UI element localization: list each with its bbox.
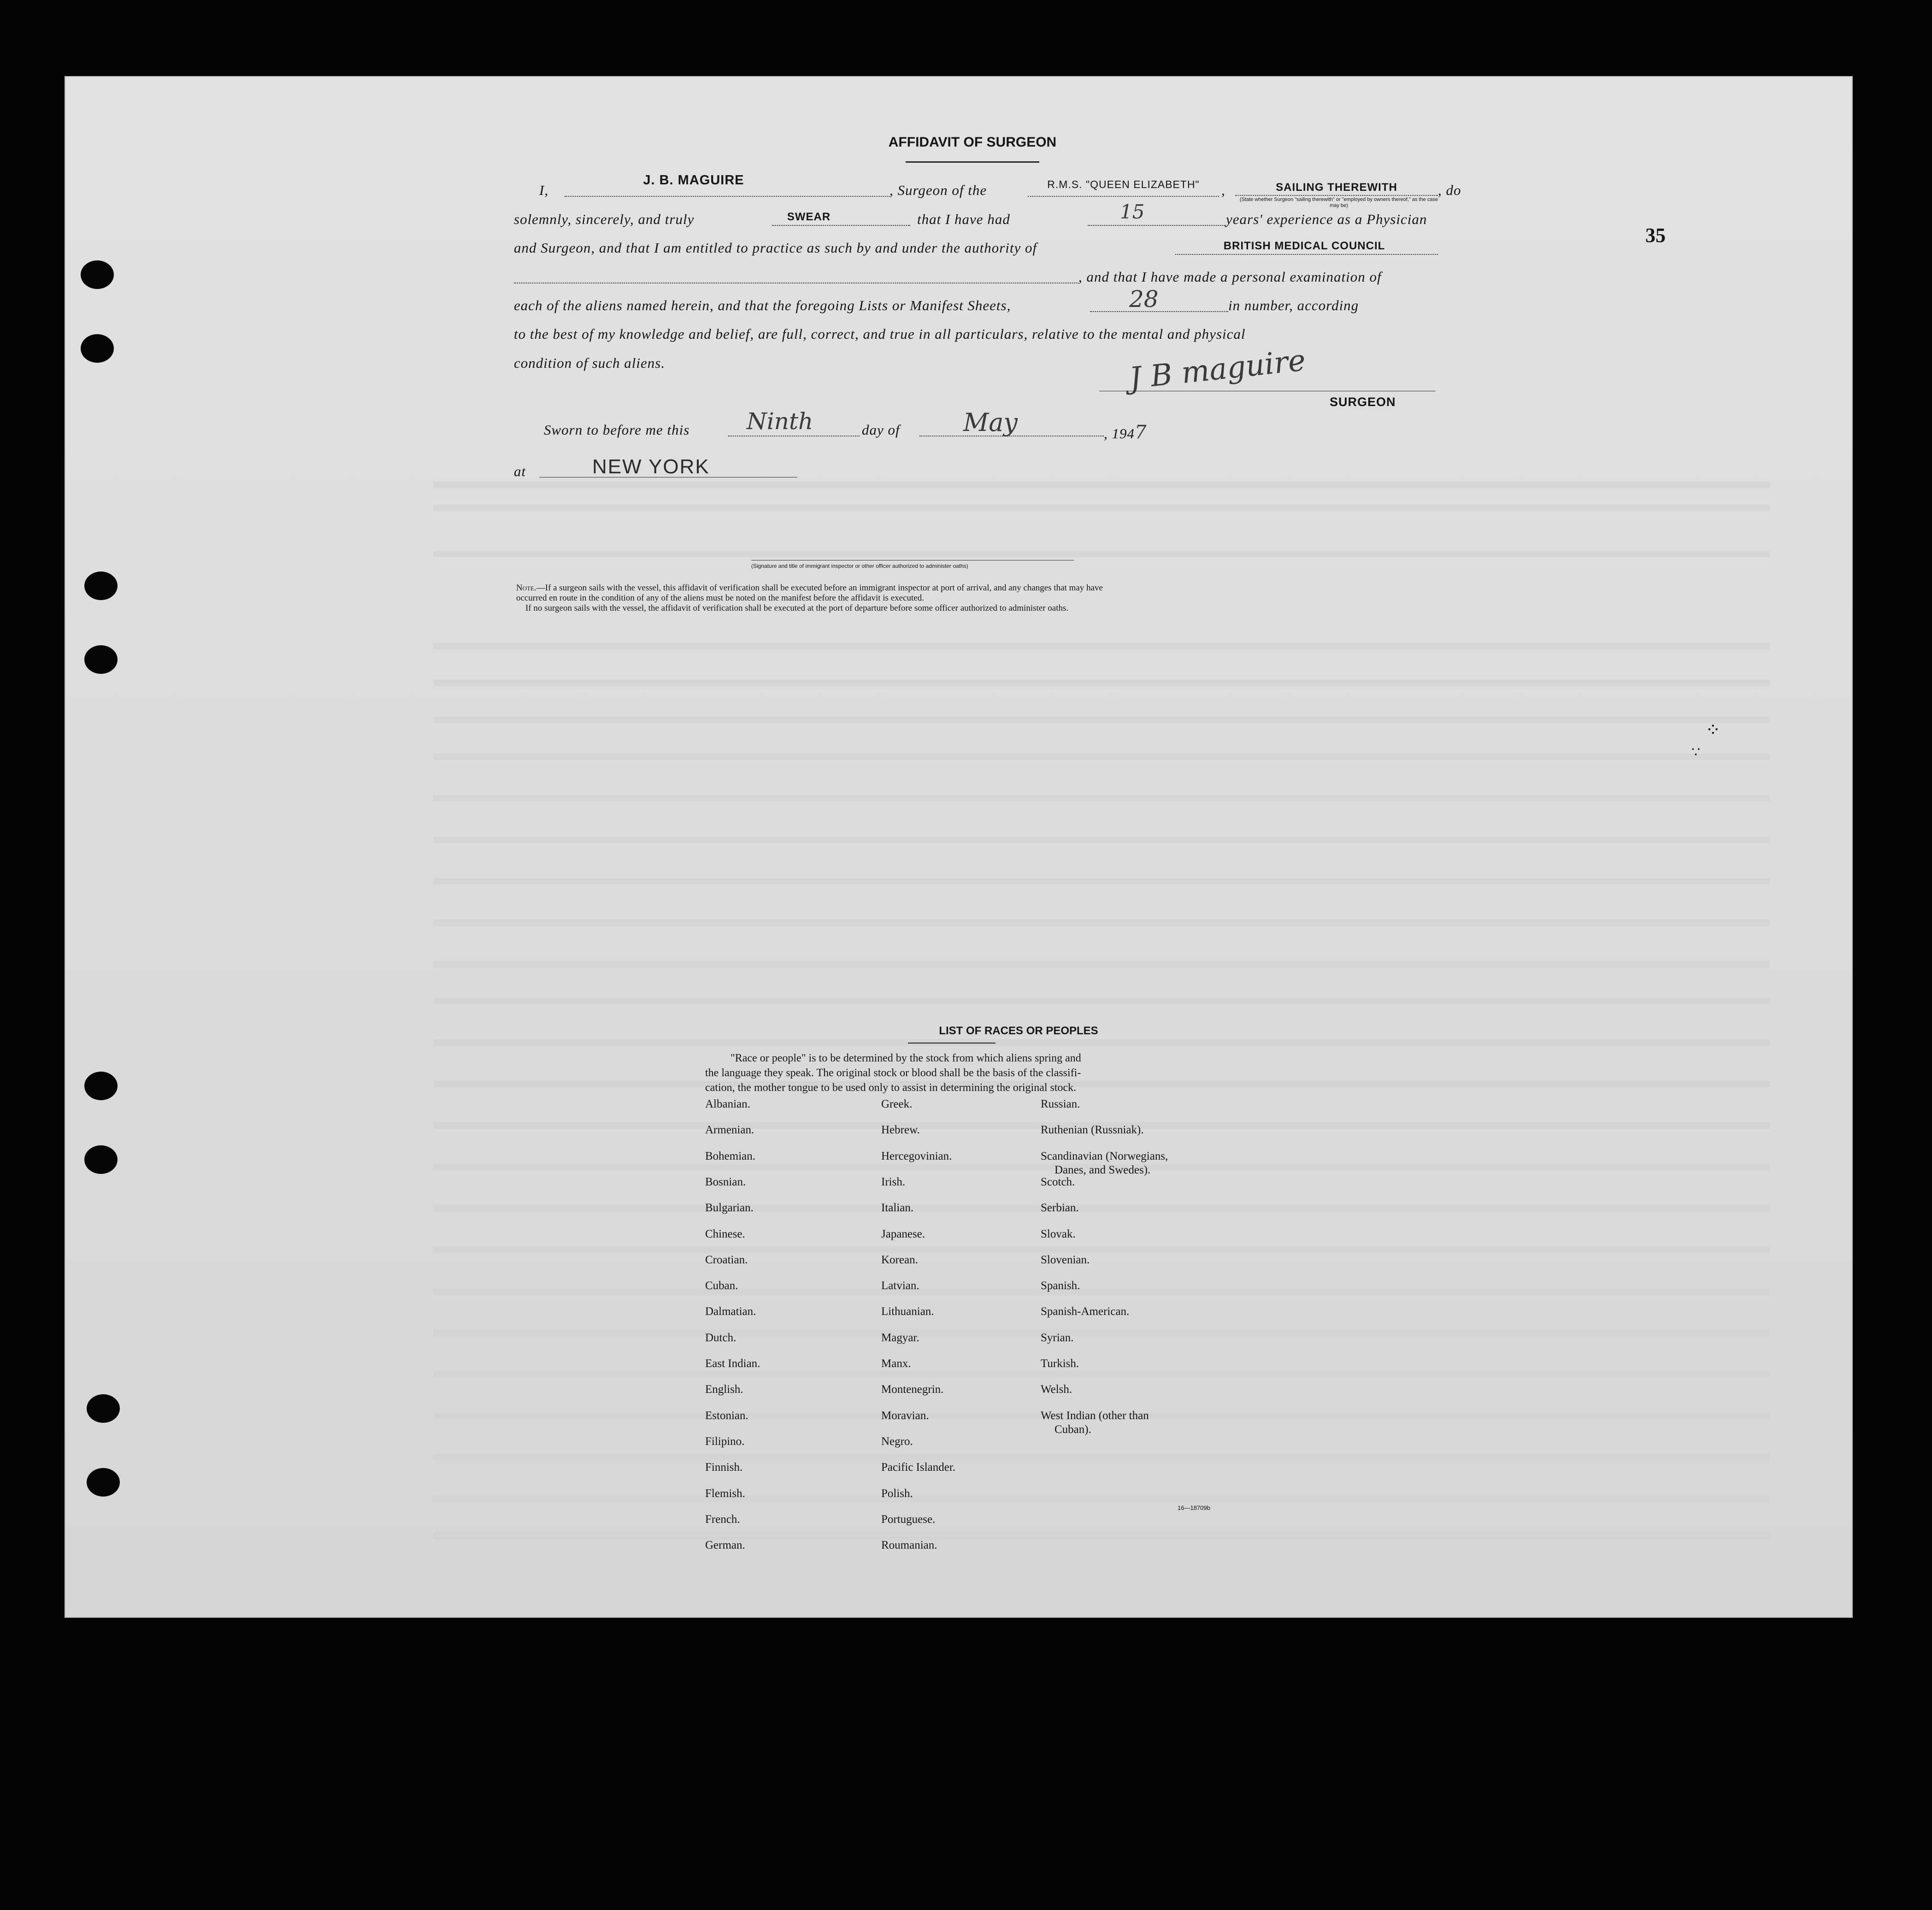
binder-hole [84, 1072, 118, 1100]
line4-text: , and that I have made a personal examination of [1078, 269, 1382, 285]
page-number: 35 [1645, 224, 1666, 247]
race-item: Ruthenian (Russniak). [1041, 1124, 1144, 1137]
line2-mid: that I have had [917, 211, 1010, 227]
sworn-year: , 1947 [1104, 422, 1147, 443]
race-item: Bohemian. [705, 1150, 756, 1162]
years-handwritten: 15 [1120, 200, 1145, 223]
authority-name: BRITISH MEDICAL COUNCIL [1223, 240, 1385, 252]
oath-word: SWEAR [787, 211, 831, 223]
race-item: Chinese. [705, 1227, 745, 1240]
title-rule [906, 161, 1039, 163]
race-item: Spanish. [1041, 1279, 1080, 1292]
document-page [65, 76, 1853, 1618]
race-item: Flemish. [705, 1487, 745, 1500]
race-item: Roumanian. [881, 1539, 937, 1552]
line5-prefix: each of the aliens named herein, and that the foregoing Lists or Manifest Sheets, [514, 297, 1011, 313]
line7-text: condition of such aliens. [514, 355, 666, 371]
race-item: French. [705, 1513, 740, 1526]
sworn-prefix: Sworn to before me this [544, 422, 690, 438]
race-item: Cuban. [705, 1279, 738, 1292]
race-item: Greek. [881, 1098, 913, 1110]
sailing-status: SAILING THEREWITH [1276, 181, 1397, 194]
race-item: Moravian. [881, 1409, 929, 1422]
race-item: Estonian. [705, 1409, 748, 1422]
race-item: Spanish-American. [1041, 1305, 1130, 1318]
race-item: Scandinavian (Norwegians, [1041, 1150, 1168, 1162]
line1-prefix: I, [539, 182, 549, 198]
binder-hole [87, 1468, 120, 1497]
race-item: Magyar. [881, 1331, 919, 1344]
form-number: 16—18709b [1178, 1504, 1210, 1511]
surgeon-name-blank [565, 196, 889, 197]
race-item: East Indian. [705, 1357, 760, 1370]
race-item: Bulgarian. [705, 1202, 754, 1214]
race-item: Hebrew. [881, 1124, 920, 1137]
surgeon-name: J. B. MAGUIRE [643, 173, 744, 188]
races-intro-1: "Race or people" is to be determined by the stock from which aliens spring and [730, 1052, 1081, 1064]
surgeon-signature: J B maguire [1128, 343, 1308, 396]
race-item: Korean. [881, 1253, 918, 1266]
binder-hole [84, 645, 118, 674]
comma: , [1221, 182, 1225, 198]
race-item: Turkish. [1041, 1357, 1079, 1370]
race-item: Albanian. [705, 1098, 750, 1110]
sworn-day-label: day of [862, 422, 900, 438]
race-item: Pacific Islander. [881, 1461, 956, 1474]
oath-blank [772, 225, 910, 226]
sworn-month: May [963, 408, 1018, 437]
authority-blank [1175, 254, 1438, 255]
race-item: Armenian. [705, 1124, 754, 1137]
races-intro-3: cation, the mother tongue to be used only to assist in determining the original stock. [705, 1082, 1077, 1094]
race-item: Negro. [881, 1435, 913, 1448]
sailing-blank [1235, 195, 1438, 196]
signature-label: SURGEON [1330, 395, 1396, 409]
race-item: Finnish. [705, 1461, 743, 1474]
sheets-blank [1090, 311, 1228, 312]
binder-hole [87, 1394, 120, 1423]
races-intro-2: the language they speak. The original stock or blood shall be the basis of the classifi- [705, 1067, 1081, 1079]
race-item: English. [705, 1383, 743, 1396]
binder-hole [84, 572, 118, 600]
race-item: Irish. [881, 1175, 906, 1188]
officer-caption: (Signature and title of immigrant inspector or other officer authorized to administer oaths) [751, 563, 968, 569]
line1-mid: , Surgeon of the [889, 182, 987, 198]
race-item: Bosnian. [705, 1175, 746, 1188]
race-item: Hercegovinian. [881, 1150, 952, 1162]
race-item: Danes, and Swedes). [1054, 1163, 1151, 1176]
race-item: Filipino. [705, 1435, 745, 1448]
race-item: Syrian. [1041, 1331, 1074, 1344]
race-item: Slovenian. [1041, 1253, 1090, 1266]
race-item: Slovak. [1041, 1227, 1076, 1240]
race-item: Russian. [1041, 1098, 1080, 1110]
race-item: West Indian (other than [1041, 1409, 1149, 1422]
race-item: Manx. [881, 1357, 911, 1370]
line2-suffix: years' experience as a Physician [1226, 211, 1427, 227]
races-title: LIST OF RACES OR PEOPLES [939, 1025, 1098, 1037]
line3-prefix: and Surgeon, and that I am entitled to practice as such by and under the authority of [514, 240, 1037, 256]
line2-prefix: solemnly, sincerely, and truly [514, 211, 695, 227]
line6-text: to the best of my knowledge and belief, are full, correct, and true in all particulars, relative to the mental and physical [514, 326, 1246, 342]
binder-hole [81, 260, 114, 289]
line1-suffix: , do [1438, 182, 1461, 198]
note-line-1: Note.—If a surgeon sails with the vessel, this affidavit of verification shall be executed before an immigrant inspector at port of arrival, and any changes that may have [516, 583, 1103, 593]
vessel-name: R.M.S. "QUEEN ELIZABETH" [1047, 178, 1200, 190]
race-item: Latvian. [881, 1279, 919, 1292]
race-item: Dutch. [705, 1331, 736, 1344]
binder-hole [84, 1145, 118, 1174]
race-item: Serbian. [1041, 1202, 1079, 1214]
race-item: German. [705, 1539, 745, 1552]
race-item: Montenegrin. [881, 1383, 944, 1396]
sailing-note: (State whether Surgeon "sailing therewith" or "employed by owners thereof," as the case may be) [1239, 197, 1438, 208]
race-item: Italian. [881, 1202, 914, 1214]
race-item: Scotch. [1041, 1175, 1075, 1188]
vessel-blank [1028, 196, 1219, 197]
race-item: Portuguese. [881, 1513, 936, 1526]
sworn-day: Ninth [747, 408, 813, 435]
ink-specks: ∵ [1691, 745, 1701, 760]
note-line-2: occurred en route in the condition of any of the aliens must be noted on the manifest before the affidavit is executed. [516, 593, 924, 603]
line5-suffix: in number, according [1228, 297, 1359, 313]
affidavit-title: AFFIDAVIT OF SURGEON [888, 135, 1057, 150]
binder-hole [81, 334, 114, 363]
years-blank [1088, 225, 1226, 226]
race-item: Welsh. [1041, 1383, 1072, 1396]
ink-specks: ⁘ [1705, 719, 1721, 740]
race-item: Polish. [881, 1487, 913, 1500]
race-item: Dalmatian. [705, 1305, 756, 1318]
race-item: Cuban). [1054, 1423, 1091, 1436]
place-value: NEW YORK [592, 455, 710, 478]
note-line-3: If no surgeon sails with the vessel, the affidavit of verification shall be executed at the port of departure before some officer authorized to administer oaths. [525, 603, 1069, 613]
race-item: Lithuanian. [881, 1305, 934, 1318]
sheets-handwritten: 28 [1129, 286, 1159, 312]
race-item: Croatian. [705, 1253, 748, 1266]
place-prefix: at [514, 463, 526, 479]
race-item: Japanese. [881, 1227, 925, 1240]
